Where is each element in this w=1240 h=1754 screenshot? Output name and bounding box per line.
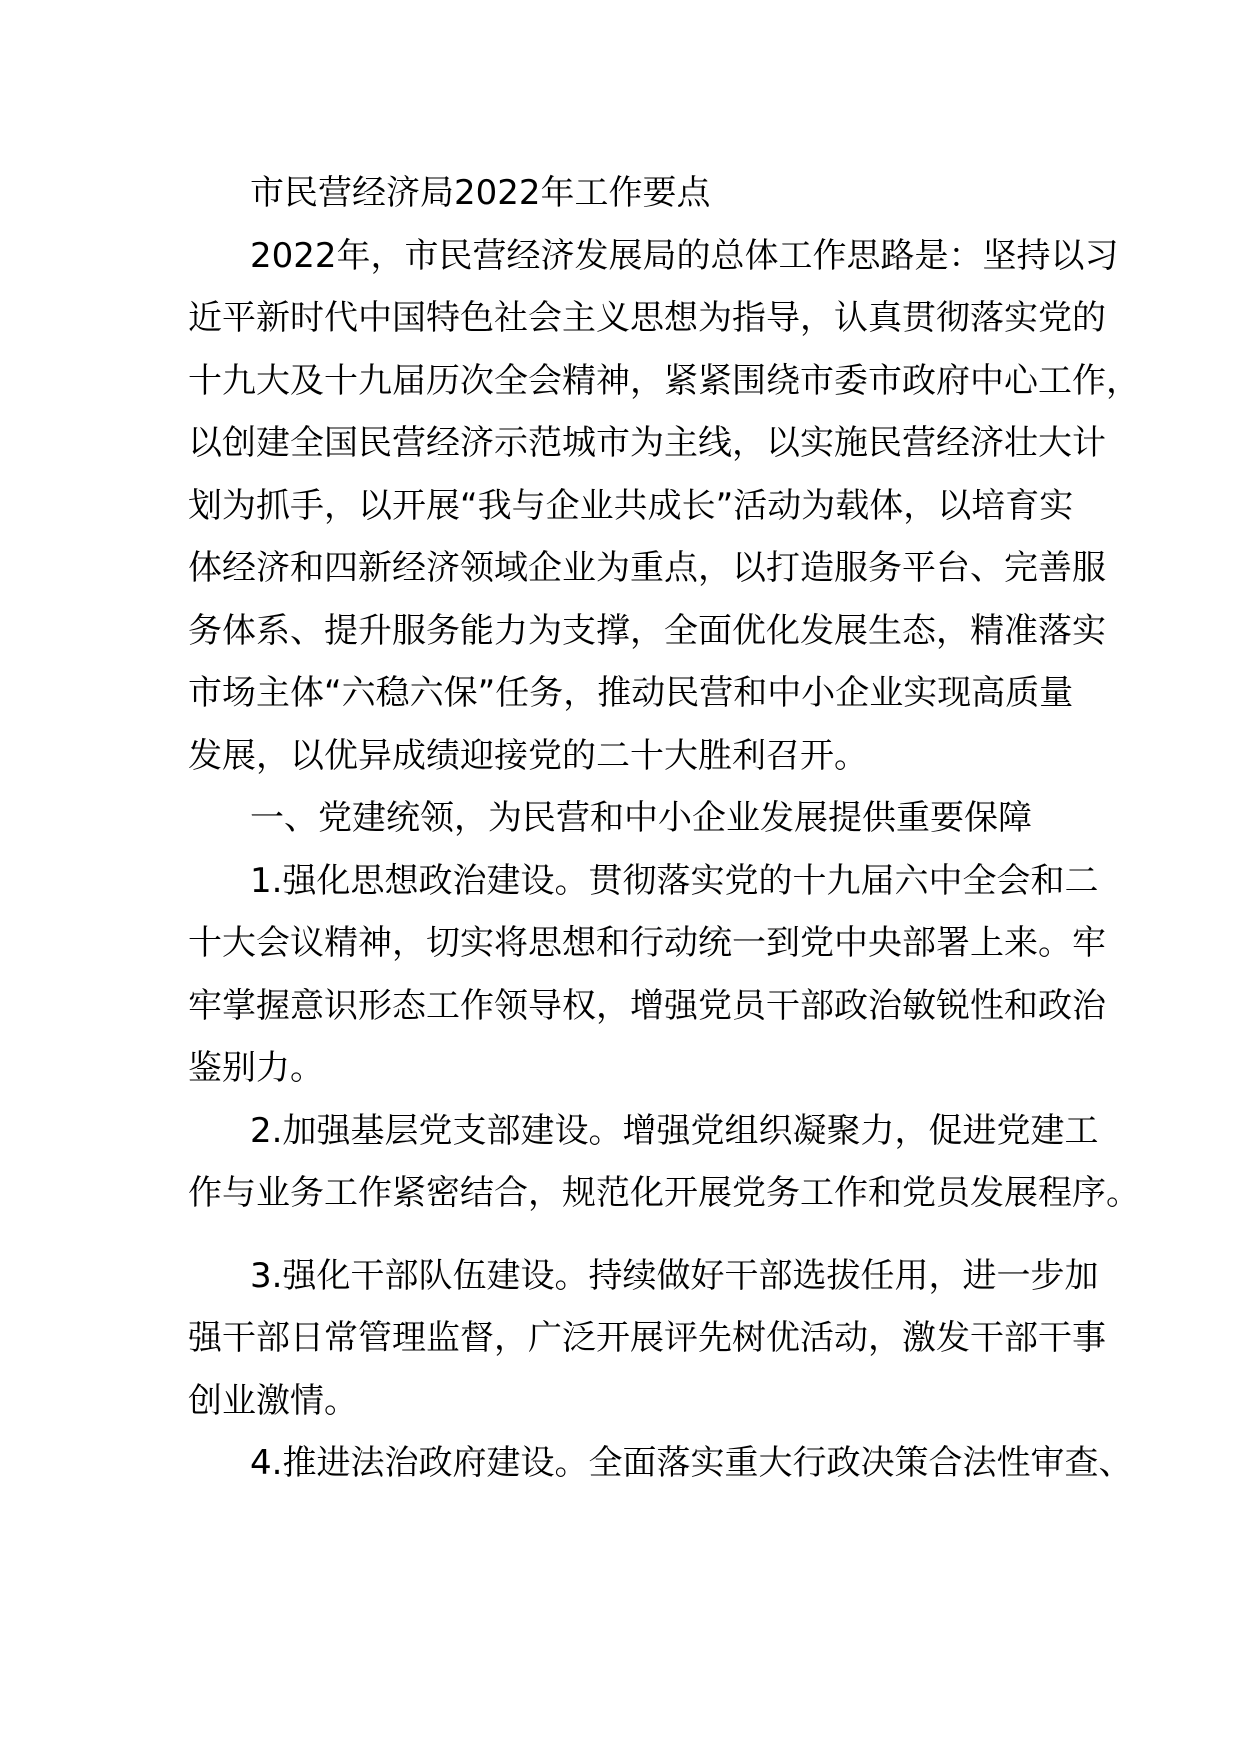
item-3-paragraph — [188, 1245, 1106, 1433]
paragraph-line: 牢掌握意识形态工作领导权，增强党员干部政治敏锐性和政治 — [188, 985, 1106, 1026]
item-4-paragraph — [188, 1432, 1133, 1495]
paragraph-line: 4.推进法治政府建设。全面落实重大行政决策合法性审查、 — [250, 1443, 1133, 1483]
paragraph-line: 十大会议精神，切实将思想和行动统一到党中央部署上来。牢 — [188, 923, 1106, 963]
paragraph-line: 2022年，市民营经济发展局的总体工作思路是：坚持以习 — [250, 235, 1119, 276]
paragraph-line: 2.加强基层党支部建设。增强党组织凝聚力，促进党建工 — [250, 1110, 1099, 1151]
paragraph-line: 划为抓手，以开展“我与企业共成长”活动为载体，以培育实 — [188, 485, 1074, 526]
item-1-paragraph — [188, 850, 1106, 1100]
paragraph-line: 鉴别力。 — [188, 1048, 324, 1088]
intro-paragraph — [188, 225, 1140, 788]
paragraph-gap — [188, 1225, 1068, 1245]
paragraph-line: 1.强化思想政治建设。贯彻落实党的十九届六中全会和二 — [250, 860, 1099, 901]
paragraph-line: 市场主体“六稳六保”任务，推动民营和中小企业实现高质量 — [188, 673, 1074, 713]
paragraph-line: 作与业务工作紧密结合，规范化开展党务工作和党员发展程序。 — [188, 1173, 1140, 1213]
paragraph-line: 发展，以优异成绩迎接党的二十大胜利召开。 — [188, 735, 868, 776]
paragraph-line: 近平新时代中国特色社会主义思想为指导，认真贯彻落实党的 — [188, 298, 1106, 338]
paragraph-line: 3.强化干部队伍建设。持续做好干部选拔任用，进一步加 — [250, 1255, 1099, 1296]
paragraph-line: 创业激情。 — [188, 1380, 358, 1421]
paragraph-line: 体经济和四新经济领域企业为重点，以打造服务平台、完善服 — [188, 548, 1106, 588]
paragraph-line: 务体系、提升服务能力为支撑，全面优化发展生态，精准落实 — [188, 610, 1106, 651]
item-2-paragraph — [188, 1100, 1140, 1225]
document-body — [188, 162, 1140, 1495]
paragraph-line: 十九大及十九届历次全会精神，紧紧围绕市委市政府中心工作， — [188, 360, 1140, 401]
paragraph-line: 以创建全国民营经济示范城市为主线，以实施民营经济壮大计 — [188, 423, 1106, 463]
paragraph-line: 强干部日常管理监督，广泛开展评先树优活动，激发干部干事 — [188, 1318, 1106, 1358]
section-heading: 一、党建统领，为民营和中小企业发展提供重要保障 — [250, 798, 1032, 838]
document-title: 市民营经济局2022年工作要点 — [250, 173, 711, 213]
